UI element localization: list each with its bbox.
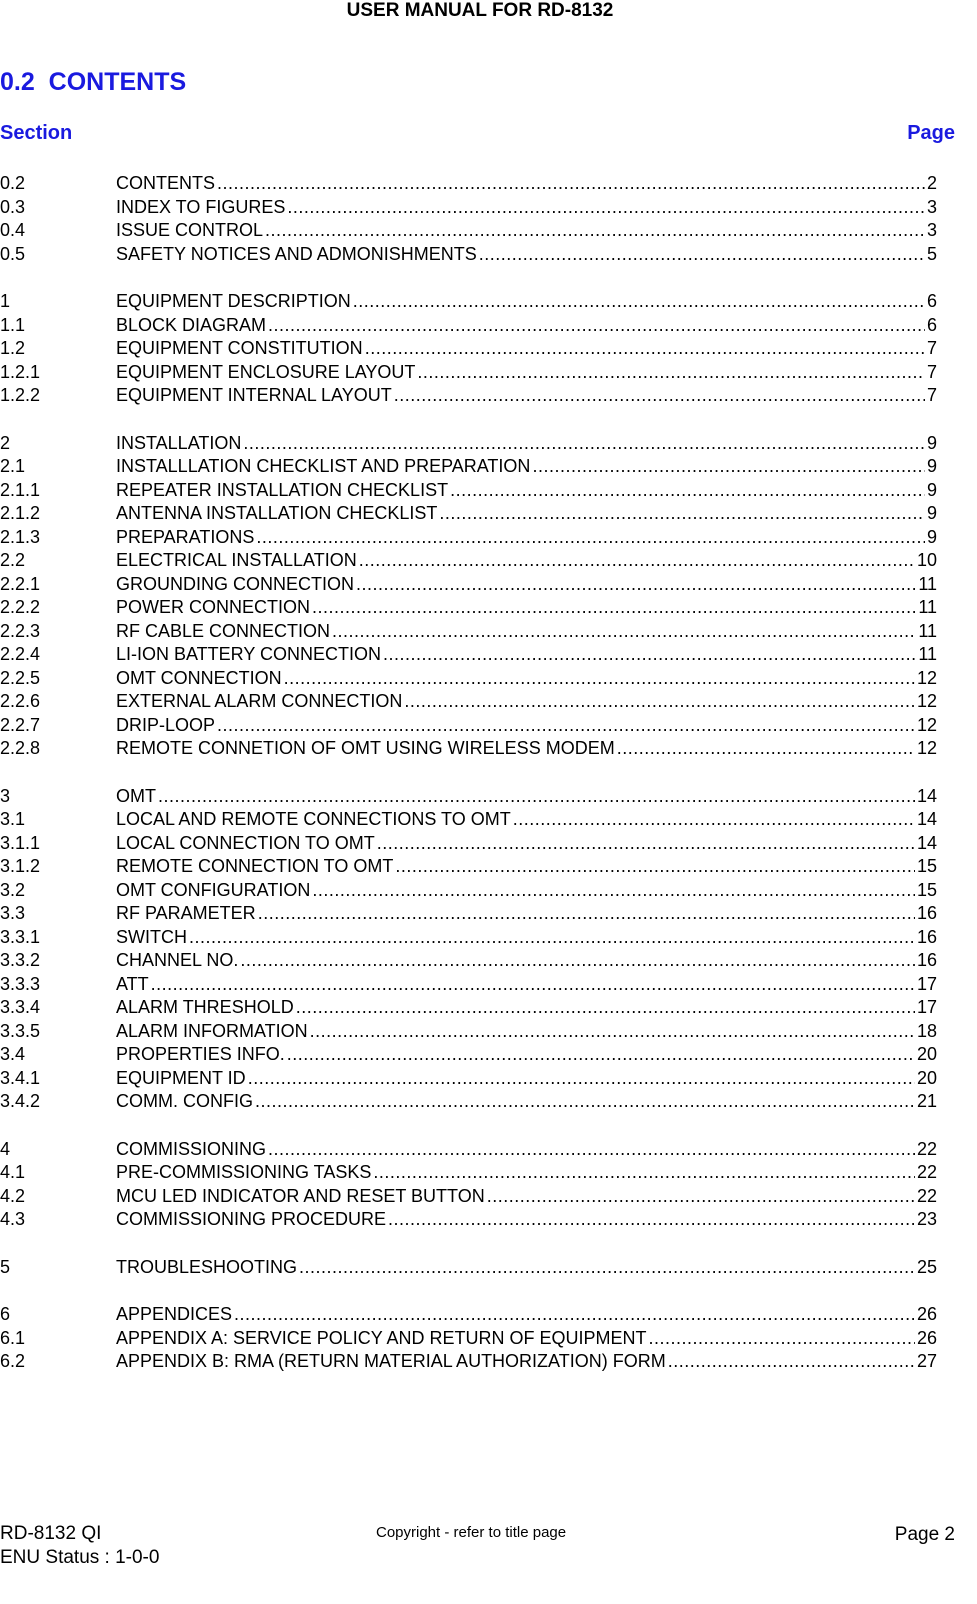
toc-entry-number: 2.2.2 (0, 597, 41, 617)
toc-entry[interactable] (0, 314, 937, 338)
toc-entry-page: 26 (916, 1304, 937, 1324)
toc-entry-body (116, 855, 937, 879)
toc-entry[interactable] (0, 1090, 937, 1114)
toc-entry-body (116, 243, 937, 267)
toc-entry[interactable] (0, 785, 937, 809)
toc-entry-body (116, 526, 937, 550)
toc-entry[interactable] (0, 1303, 937, 1327)
dot-leader (287, 1043, 915, 1067)
toc-entry-number: 3 (0, 785, 11, 806)
toc-entry[interactable] (0, 479, 937, 503)
dot-leader (243, 432, 925, 456)
toc-entry-title: BLOCK DIAGRAM (116, 314, 267, 335)
toc-entry-number: 0.3 (0, 196, 26, 217)
toc-entry-number: 2.2.1 (0, 573, 41, 594)
toc-entry-page: 25 (916, 1256, 937, 1277)
toc-entry-title: INSTALLLATION CHECKLIST AND PREPARATION (116, 456, 531, 476)
page-number: Page 2 (894, 1524, 955, 1545)
toc-entry[interactable] (0, 432, 937, 456)
heading-number: 0.2 (0, 68, 35, 96)
toc-entry-title: EQUIPMENT ID (116, 1067, 246, 1088)
toc-entry-body (116, 643, 937, 667)
toc-entry[interactable] (0, 973, 937, 997)
toc-entry-body (116, 196, 937, 220)
dot-leader (648, 1327, 915, 1351)
toc-entry-body (116, 973, 937, 997)
toc-entry[interactable] (0, 949, 937, 973)
toc-entry-body (116, 1350, 937, 1374)
toc-entry-page: 7 (926, 385, 937, 405)
toc-entry-number: 3.1 (0, 809, 26, 829)
toc-entry[interactable] (0, 219, 937, 243)
toc-entry-page: 3 (926, 196, 937, 217)
toc-entry-body (116, 996, 937, 1020)
toc-entry-title: LOCAL CONNECTION TO OMT (116, 832, 375, 853)
toc-entry-number: 4.2 (0, 1185, 26, 1206)
section-column-label: Section (0, 122, 73, 144)
toc-entry-page: 12 (916, 738, 937, 758)
toc-entry[interactable] (0, 737, 937, 761)
toc-entry-number: 3.3.4 (0, 997, 41, 1017)
toc-entry[interactable] (0, 196, 937, 220)
toc-entry-page: 9 (926, 503, 937, 523)
dot-leader (268, 314, 925, 338)
toc-entry-number: 0.5 (0, 243, 26, 264)
toc-entry[interactable] (0, 690, 937, 714)
toc-entry-page: 5 (926, 243, 937, 264)
dot-leader (256, 526, 925, 550)
toc-entry-title: OMT CONNECTION (116, 667, 282, 688)
dot-leader (268, 1138, 915, 1162)
toc-entry[interactable] (0, 1043, 937, 1067)
toc-entry-page: 11 (918, 620, 937, 641)
toc-entry-body (116, 667, 937, 691)
toc-entry-page: 9 (926, 479, 937, 500)
toc-entry-page: 2 (926, 173, 937, 193)
toc-entry-title: PREPARATIONS (116, 526, 255, 547)
toc-entry-title: RF PARAMETER (116, 903, 256, 923)
toc-entry-body (116, 549, 937, 573)
toc-entry-number: 1 (0, 291, 11, 311)
toc-entry[interactable] (0, 455, 937, 479)
dot-leader (394, 384, 925, 408)
dot-leader (296, 996, 915, 1020)
toc-entry-title: POWER CONNECTION (116, 597, 311, 617)
toc-entry-page: 22 (916, 1162, 937, 1182)
dot-leader (359, 549, 915, 573)
toc-entry-number: 1.2.1 (0, 361, 41, 382)
toc-entry-title: ALARM INFORMATION (116, 1020, 308, 1041)
dot-leader (255, 1090, 915, 1114)
toc-entry-number: 3.4.2 (0, 1091, 41, 1111)
toc-entry-page: 11 (918, 573, 937, 594)
dot-leader (383, 643, 916, 667)
toc-entry[interactable] (0, 361, 937, 385)
toc-entry-title: TROUBLESHOOTING (116, 1256, 298, 1277)
toc-entry-title: INSTALLATION (116, 432, 242, 453)
toc-entry-title: EXTERNAL ALARM CONNECTION (116, 691, 403, 711)
toc-entry-title: EQUIPMENT ENCLOSURE LAYOUT (116, 361, 416, 382)
toc-entry-title: APPENDIX A: SERVICE POLICY AND RETURN OF EQUIPMENT (116, 1327, 647, 1348)
toc-entry[interactable] (0, 620, 937, 644)
toc-entry[interactable] (0, 1256, 937, 1280)
toc-entry-body (116, 1327, 937, 1351)
toc-entry-body (116, 361, 937, 385)
toc-entry-body (116, 690, 937, 714)
toc-entry-page: 7 (926, 361, 937, 382)
toc-entry-number: 3.3.2 (0, 950, 41, 970)
dot-leader (248, 1067, 915, 1091)
toc-entry-body (116, 808, 937, 832)
toc-entry-page: 17 (916, 997, 937, 1017)
toc-entry-page: 26 (916, 1327, 937, 1348)
toc-entry-title: EQUIPMENT DESCRIPTION (116, 291, 351, 311)
dot-leader (310, 1020, 915, 1044)
toc-entry-title: ELECTRICAL INSTALLATION (116, 550, 357, 570)
dot-leader (287, 196, 925, 220)
toc-entry-title: COMM. CONFIG (116, 1091, 253, 1111)
toc-entry-page: 22 (916, 1185, 937, 1206)
dot-leader (265, 219, 925, 243)
dot-leader (189, 926, 915, 950)
dot-leader (404, 690, 915, 714)
dot-leader (532, 455, 925, 479)
toc-entry-number: 3.3.5 (0, 1020, 41, 1041)
table-of-contents (0, 172, 937, 1374)
toc-entry-number: 6 (0, 1304, 11, 1324)
toc-entry[interactable] (0, 832, 937, 856)
dot-leader (377, 832, 915, 856)
toc-entry-body (116, 1185, 937, 1209)
toc-entry-body (116, 1208, 937, 1232)
toc-entry[interactable] (0, 855, 937, 879)
document-status: ENU Status : 1-0-0 (0, 1547, 160, 1568)
toc-entry-title: EQUIPMENT CONSTITUTION (116, 338, 363, 358)
toc-entry-number: 4 (0, 1138, 11, 1159)
toc-entry-page: 20 (916, 1044, 937, 1064)
toc-entry-body (116, 596, 937, 620)
toc-entry-title: ISSUE CONTROL (116, 220, 264, 240)
toc-entry-body (116, 926, 937, 950)
toc-entry-body (116, 479, 937, 503)
toc-entry-page: 18 (916, 1020, 937, 1041)
toc-entry-title: SAFETY NOTICES AND ADMONISHMENTS (116, 243, 477, 264)
toc-entry-page: 21 (916, 1091, 937, 1111)
dot-leader (284, 667, 915, 691)
footer-left (0, 1522, 159, 1570)
heading-text: CONTENTS (48, 68, 187, 96)
running-header: USER MANUAL FOR RD-8132 (346, 0, 614, 21)
toc-entry[interactable] (0, 502, 937, 526)
toc-entry-page: 12 (916, 691, 937, 711)
toc-entry-page: 16 (916, 903, 937, 923)
toc-entry-title: REMOTE CONNECTION TO OMT (116, 856, 394, 876)
toc-entry-body (116, 949, 937, 973)
toc-entry-title: INDEX TO FIGURES (116, 196, 286, 217)
toc-entry-body (116, 1090, 937, 1114)
toc-entry-title: PRE-COMMISSIONING TASKS (116, 1162, 372, 1182)
toc-entry-page: 3 (926, 220, 937, 240)
toc-entry-page: 9 (926, 432, 937, 453)
toc-entry-number: 2.2.7 (0, 714, 41, 735)
dot-leader (240, 949, 915, 973)
toc-entry-title: CONTENTS (116, 173, 215, 193)
toc-entry-title: ATT (116, 973, 149, 994)
toc-entry-body (116, 1043, 937, 1067)
dot-leader (234, 1303, 915, 1327)
toc-entry[interactable] (0, 290, 937, 314)
toc-entry-page: 9 (926, 526, 937, 547)
toc-entry[interactable] (0, 1208, 937, 1232)
toc-entry-page: 12 (916, 714, 937, 735)
toc-entry[interactable] (0, 1185, 937, 1209)
toc-entry-title: COMMISSIONING PROCEDURE (116, 1209, 387, 1229)
toc-entry-body (116, 1161, 937, 1185)
toc-entry-body (116, 1256, 937, 1280)
toc-entry-page: 15 (916, 879, 937, 900)
toc-entry-number: 5 (0, 1256, 11, 1277)
toc-entry-page: 20 (916, 1067, 937, 1088)
dot-leader (312, 596, 916, 620)
toc-entry-body (116, 1020, 937, 1044)
toc-entry-title: SWITCH (116, 926, 187, 947)
toc-entry-number: 2.1.1 (0, 479, 41, 500)
toc-entry-body (116, 290, 937, 314)
dot-leader (151, 973, 915, 997)
toc-entry[interactable] (0, 879, 937, 903)
dot-leader (299, 1256, 915, 1280)
toc-entry[interactable] (0, 573, 937, 597)
toc-entry-title: REMOTE CONNETION OF OMT USING WIRELESS MODEM (116, 738, 615, 758)
toc-entry-page: 15 (916, 856, 937, 876)
toc-entry-number: 1.1 (0, 314, 26, 335)
toc-entry-title: APPENDIX B: RMA (RETURN MATERIAL AUTHORIZATION) FORM (116, 1351, 666, 1371)
toc-entry-number: 1.2 (0, 338, 26, 358)
toc-entry[interactable] (0, 172, 937, 196)
toc-entry-title: ALARM THRESHOLD (116, 997, 294, 1017)
toc-entry-page: 14 (916, 832, 937, 853)
toc-entry[interactable] (0, 714, 937, 738)
toc-entry-body (116, 455, 937, 479)
toc-entry-number: 3.3.3 (0, 973, 41, 994)
dot-leader (487, 1185, 915, 1209)
toc-entry-title: GROUNDING CONNECTION (116, 573, 354, 594)
toc-entry[interactable] (0, 526, 937, 550)
toc-entry[interactable] (0, 667, 937, 691)
toc-entry-title: OMT (116, 785, 156, 806)
toc-entry-page: 27 (916, 1351, 937, 1371)
toc-entry-page: 9 (926, 456, 937, 476)
toc-entry-number: 3.4.1 (0, 1067, 41, 1088)
toc-entry-number: 2.2.6 (0, 691, 41, 711)
toc-entry-title: ANTENNA INSTALLATION CHECKLIST (116, 503, 438, 523)
toc-entry[interactable] (0, 1161, 937, 1185)
toc-entry-number: 2 (0, 432, 11, 453)
page-title (0, 68, 186, 97)
dot-leader (332, 620, 916, 644)
toc-entry-body (116, 219, 937, 243)
toc-entry-body (116, 172, 937, 196)
toc-entry-body (116, 432, 937, 456)
toc-entry-title: APPENDICES (116, 1304, 233, 1324)
toc-entry-body (116, 1067, 937, 1091)
page-column-label: Page (907, 122, 955, 144)
dot-leader (668, 1350, 915, 1374)
toc-entry-body (116, 337, 937, 361)
toc-entry-page: 6 (926, 314, 937, 335)
toc-entry[interactable] (0, 902, 937, 926)
toc-entry-body (116, 737, 937, 761)
toc-entry-number: 3.3.1 (0, 926, 41, 947)
toc-entry-number: 2.1.2 (0, 503, 41, 523)
toc-entry-number: 2.1 (0, 456, 26, 476)
toc-entry-page: 23 (916, 1209, 937, 1229)
toc-entry-title: COMMISSIONING (116, 1138, 267, 1159)
dot-leader (395, 855, 915, 879)
toc-entry-number: 0.4 (0, 220, 26, 240)
toc-entry-page: 14 (916, 809, 937, 829)
toc-entry-number: 6.1 (0, 1327, 26, 1348)
toc-entry-number: 3.1.2 (0, 856, 41, 876)
toc-entry-title: LOCAL AND REMOTE CONNECTIONS TO OMT (116, 809, 511, 829)
dot-leader (417, 361, 925, 385)
dot-leader (217, 714, 915, 738)
toc-entry-page: 6 (926, 291, 937, 311)
toc-entry-page: 17 (916, 973, 937, 994)
dot-leader (312, 879, 915, 903)
toc-entry-title: RF CABLE CONNECTION (116, 620, 331, 641)
toc-entry-body (116, 384, 937, 408)
toc-entry-title: MCU LED INDICATOR AND RESET BUTTON (116, 1185, 485, 1206)
toc-entry-number: 3.2 (0, 879, 26, 900)
toc-entry-page: 11 (918, 597, 937, 617)
toc-entry-title: PROPERTIES INFO. (116, 1044, 285, 1064)
dot-leader (217, 172, 925, 196)
dot-leader (479, 243, 925, 267)
dot-leader (513, 808, 915, 832)
dot-leader (258, 902, 915, 926)
toc-entry-number: 4.1 (0, 1162, 26, 1182)
toc-entry-body (116, 502, 937, 526)
toc-entry[interactable] (0, 243, 937, 267)
toc-entry-body (116, 573, 937, 597)
toc-entry-number: 6.2 (0, 1351, 26, 1371)
toc-entry[interactable] (0, 337, 937, 361)
toc-entry[interactable] (0, 643, 937, 667)
toc-entry-page: 14 (916, 785, 937, 806)
dot-leader (365, 337, 925, 361)
toc-entry-body (116, 1303, 937, 1327)
dot-leader (439, 502, 925, 526)
toc-entry-title: CHANNEL NO. (116, 950, 239, 970)
dot-leader (388, 1208, 915, 1232)
toc-entry[interactable] (0, 1067, 937, 1091)
document-id: RD-8132 QI (0, 1523, 102, 1544)
toc-entry-number: 3.4 (0, 1044, 26, 1064)
toc-entry-body (116, 314, 937, 338)
toc-entry-body (116, 620, 937, 644)
toc-entry[interactable] (0, 384, 937, 408)
toc-entry-number: 2.2.3 (0, 620, 41, 641)
toc-entry-page: 16 (916, 950, 937, 970)
dot-leader (158, 785, 915, 809)
dot-leader (373, 1161, 915, 1185)
toc-entry-title: REPEATER INSTALLATION CHECKLIST (116, 479, 449, 500)
toc-entry[interactable] (0, 1350, 937, 1374)
toc-entry-number: 3.1.1 (0, 832, 41, 853)
toc-entry-body (116, 902, 937, 926)
toc-entry-body (116, 1138, 937, 1162)
toc-entry[interactable] (0, 808, 937, 832)
toc-entry-number: 4.3 (0, 1209, 26, 1229)
toc-entry[interactable] (0, 549, 937, 573)
copyright-notice: Copyright - refer to title page (376, 1524, 567, 1541)
toc-entry-number: 2.2.8 (0, 738, 41, 758)
toc-entry[interactable] (0, 996, 937, 1020)
toc-entry[interactable] (0, 1138, 937, 1162)
toc-entry-page: 22 (916, 1138, 937, 1159)
toc-entry-page: 7 (926, 338, 937, 358)
toc-entry-page: 10 (916, 550, 937, 570)
toc-entry-title: LI-ION BATTERY CONNECTION (116, 644, 382, 664)
toc-entry-body (116, 832, 937, 856)
dot-leader (356, 573, 916, 597)
toc-entry-body (116, 879, 937, 903)
dot-leader (450, 479, 925, 503)
toc-entry-title: EQUIPMENT INTERNAL LAYOUT (116, 385, 392, 405)
toc-entry[interactable] (0, 926, 937, 950)
dot-leader (617, 737, 915, 761)
toc-entry-number: 0.2 (0, 173, 26, 193)
toc-entry-number: 3.3 (0, 903, 26, 923)
toc-entry-number: 2.1.3 (0, 526, 41, 547)
toc-entry-number: 2.2.5 (0, 667, 41, 688)
toc-entry-title: OMT CONFIGURATION (116, 879, 311, 900)
toc-entry-page: 16 (916, 926, 937, 947)
toc-entry[interactable] (0, 1327, 937, 1351)
toc-entry[interactable] (0, 1020, 937, 1044)
toc-entry-body (116, 714, 937, 738)
toc-entry-body (116, 785, 937, 809)
dot-leader (353, 290, 925, 314)
toc-entry-number: 2.2 (0, 550, 26, 570)
toc-entry-page: 11 (918, 644, 937, 664)
toc-entry-number: 1.2.2 (0, 385, 41, 405)
toc-entry-title: DRIP-LOOP (116, 714, 216, 735)
toc-entry-page: 12 (916, 667, 937, 688)
toc-entry-number: 2.2.4 (0, 644, 41, 664)
toc-entry[interactable] (0, 596, 937, 620)
